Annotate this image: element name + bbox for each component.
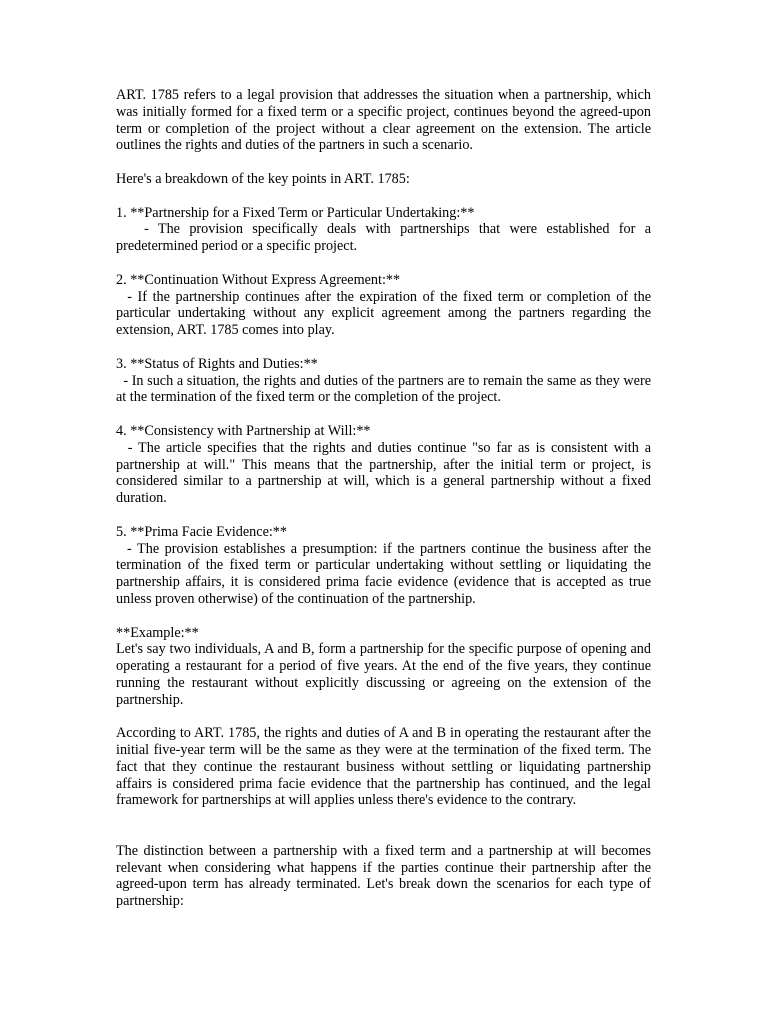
example-body: Let's say two individuals, A and B, form a partnership for the specific purpose of opening and operating a restaurant for a period of five years. At the end of the five years, they continue running the restaurant without explicitly discussing or agreeing on the extension of the partnership. bbox=[116, 641, 651, 708]
key-point-body: - The article specifies that the rights and duties continue "so far as is consistent with a partnership at will." This means that the partnership, after the initial term or project, is considered similar to a partnership at will, which is a general partnership without a fixed duration. bbox=[116, 439, 651, 507]
example-heading: **Example:** bbox=[116, 624, 199, 641]
key-point-body: - In such a situation, the rights and duties of the partners are to remain the same as they were at the termination of the fixed term or the completion of the project. bbox=[116, 372, 651, 406]
key-point-body: - The provision establishes a presumption: if the partners continue the business after the termination of the fixed term or particular undertaking without settling or liquidating the partnership affairs, it is considered prima facie evidence (evidence that is accepted as true unless proven otherwise) of the continuation of the partnership. bbox=[116, 540, 651, 607]
key-point-4 bbox=[116, 423, 651, 507]
key-point-heading: 4. **Consistency with Partnership at Will:** bbox=[116, 422, 371, 439]
key-point-heading: 5. **Prima Facie Evidence:** bbox=[116, 523, 287, 540]
key-point-5 bbox=[116, 524, 651, 608]
key-point-heading: 2. **Continuation Without Express Agreement:** bbox=[116, 271, 401, 288]
key-point-3 bbox=[116, 356, 651, 406]
key-point-body: - The provision specifically deals with partnerships that were established for a predetermined period or a specific project. bbox=[116, 221, 651, 255]
example-section bbox=[116, 625, 651, 709]
blank-line bbox=[116, 826, 651, 843]
breakdown-lead: Here's a breakdown of the key points in ART. 1785: bbox=[116, 170, 410, 187]
key-point-heading: 3. **Status of Rights and Duties:** bbox=[116, 355, 318, 372]
document-page bbox=[116, 87, 651, 927]
key-point-heading: 1. **Partnership for a Fixed Term or Particular Undertaking:** bbox=[116, 204, 475, 221]
key-point-2 bbox=[116, 272, 651, 339]
distinction-paragraph: The distinction between a partnership with a fixed term and a partnership at will becomes relevant when considering what happens if the parties continue their partnership after the agreed-upon term has already terminated. Let's break down the scenarios for each type of partnership: bbox=[116, 842, 651, 910]
intro-paragraph: ART. 1785 refers to a legal provision that addresses the situation when a partnership, which was initially formed for a fixed term or a specific project, continues beyond the agreed-upon term or completion of the project without a clear agreement on the extension. The article outlines the rights and duties of the partners in such a scenario. bbox=[116, 87, 651, 154]
key-point-body: - If the partnership continues after the expiration of the fixed term or completion of the particular undertaking without any explicit agreement among the partners regarding the extension, ART. 1785 comes into play. bbox=[116, 288, 651, 339]
according-paragraph: According to ART. 1785, the rights and duties of A and B in operating the restaurant after the initial five-year term will be the same as they were at the termination of the fixed term. The fact that they continue the restaurant business without settling or liquidating partnership affairs is considered prima facie evidence that the partnership has continued, and the legal framework for partnerships at will applies unless there's evidence to the contrary. bbox=[116, 725, 651, 809]
key-point-1 bbox=[116, 205, 651, 255]
